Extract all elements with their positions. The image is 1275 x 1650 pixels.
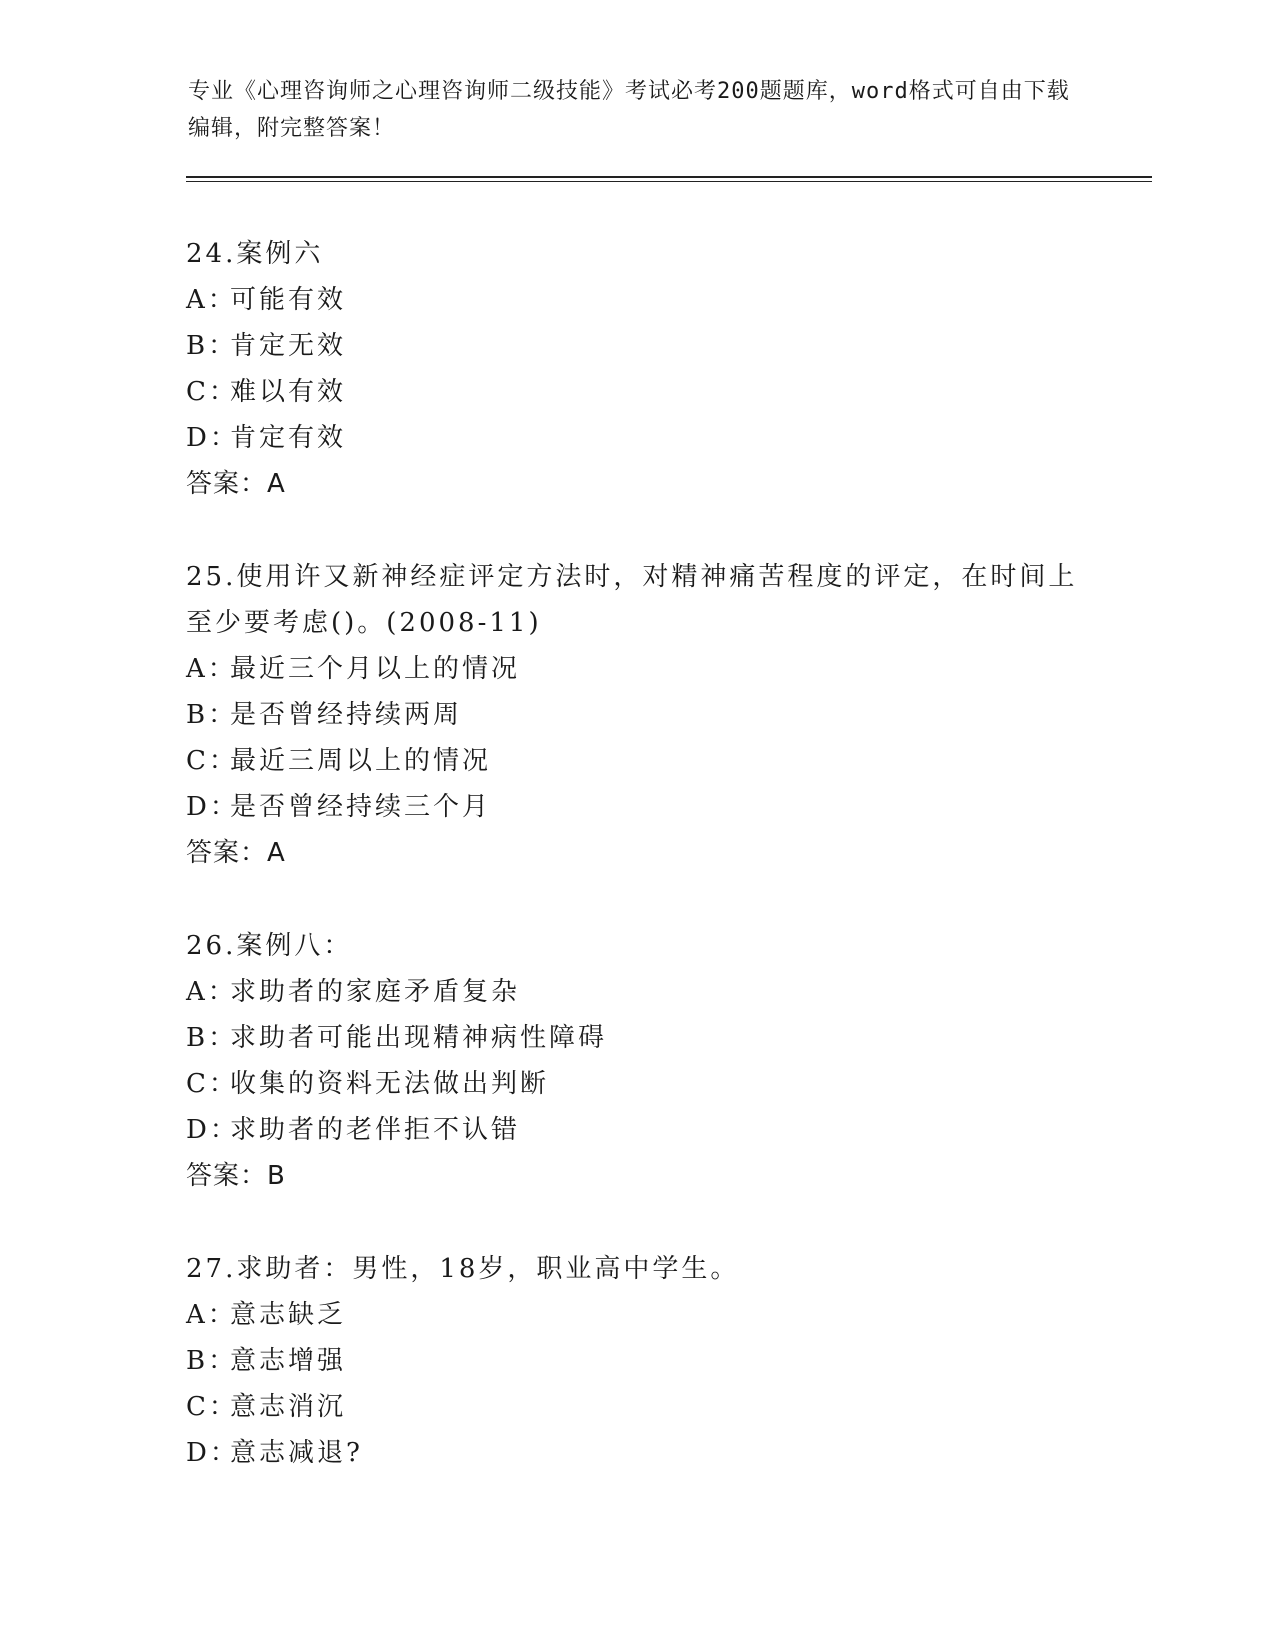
- option-key: D：: [186, 1438, 239, 1468]
- option-b: [186, 323, 1086, 369]
- option-key: A：: [186, 654, 237, 684]
- option-b: [186, 1338, 1086, 1384]
- option-b: [186, 692, 1086, 738]
- option-text: 求助者的家庭矛盾复杂: [230, 977, 521, 1007]
- option-c: [186, 1061, 1086, 1107]
- question-24: [186, 231, 1086, 507]
- option-key: C：: [186, 1392, 238, 1422]
- option-key: A：: [186, 1300, 237, 1330]
- answer-line: 答案：A: [186, 469, 286, 499]
- question-stem: 27.求助者：男性，18岁，职业高中学生。: [186, 1254, 740, 1284]
- question-list: [186, 231, 1086, 1523]
- option-text: 肯定无效: [230, 331, 347, 361]
- question-26: [186, 923, 1086, 1199]
- option-c: [186, 1384, 1086, 1430]
- question-stem: 24.案例六: [186, 239, 324, 269]
- option-text: 意志消沉: [230, 1392, 347, 1422]
- page-header: 专业《心理咨询师之心理咨询师二级技能》考试必考200题题库，word格式可自由下载编辑，附完整答案！: [188, 79, 1070, 141]
- option-text: 是否曾经持续两周: [230, 700, 463, 730]
- option-text: 收集的资料无法做出判断: [230, 1069, 550, 1099]
- option-c: [186, 369, 1086, 415]
- option-key: A：: [186, 977, 237, 1007]
- option-key: D：: [186, 792, 239, 822]
- answer-line: 答案：A: [186, 838, 286, 868]
- option-c: [186, 738, 1086, 784]
- option-key: B：: [186, 331, 238, 361]
- option-text: 肯定有效: [230, 423, 347, 453]
- option-text: 最近三周以上的情况: [230, 746, 492, 776]
- option-b: [186, 1015, 1086, 1061]
- option-d: [186, 415, 1086, 461]
- option-a: [186, 646, 1086, 692]
- option-d: [186, 784, 1086, 830]
- option-a: [186, 277, 1086, 323]
- option-a: [186, 969, 1086, 1015]
- option-key: C：: [186, 377, 238, 407]
- option-d: [186, 1107, 1086, 1153]
- question-stem: 26.案例八：: [186, 931, 353, 961]
- option-text: 意志缺乏: [230, 1300, 347, 1330]
- option-text: 是否曾经持续三个月: [230, 792, 492, 822]
- option-key: C：: [186, 1069, 238, 1099]
- option-text: 最近三个月以上的情况: [230, 654, 521, 684]
- option-key: D：: [186, 1115, 239, 1145]
- option-key: D：: [186, 423, 239, 453]
- answer-line: 答案：B: [186, 1161, 286, 1191]
- option-text: 意志减退?: [230, 1438, 363, 1468]
- option-text: 求助者的老伴拒不认错: [230, 1115, 521, 1145]
- option-key: A：: [186, 285, 237, 315]
- option-text: 求助者可能出现精神病性障碍: [230, 1023, 608, 1053]
- option-text: 难以有效: [230, 377, 347, 407]
- option-key: B：: [186, 1023, 238, 1053]
- option-key: C：: [186, 746, 238, 776]
- option-d: [186, 1430, 1086, 1476]
- question-stem: 25.使用许又新神经症评定方法时，对精神痛苦程度的评定，在时间上至少要考虑()。(2008-11): [186, 562, 1078, 638]
- question-25: [186, 554, 1086, 876]
- question-27: [186, 1246, 1086, 1476]
- option-key: B：: [186, 1346, 238, 1376]
- option-a: [186, 1292, 1086, 1338]
- option-text: 可能有效: [230, 285, 347, 315]
- option-text: 意志增强: [230, 1346, 347, 1376]
- header-divider: [186, 176, 1152, 182]
- option-key: B：: [186, 700, 238, 730]
